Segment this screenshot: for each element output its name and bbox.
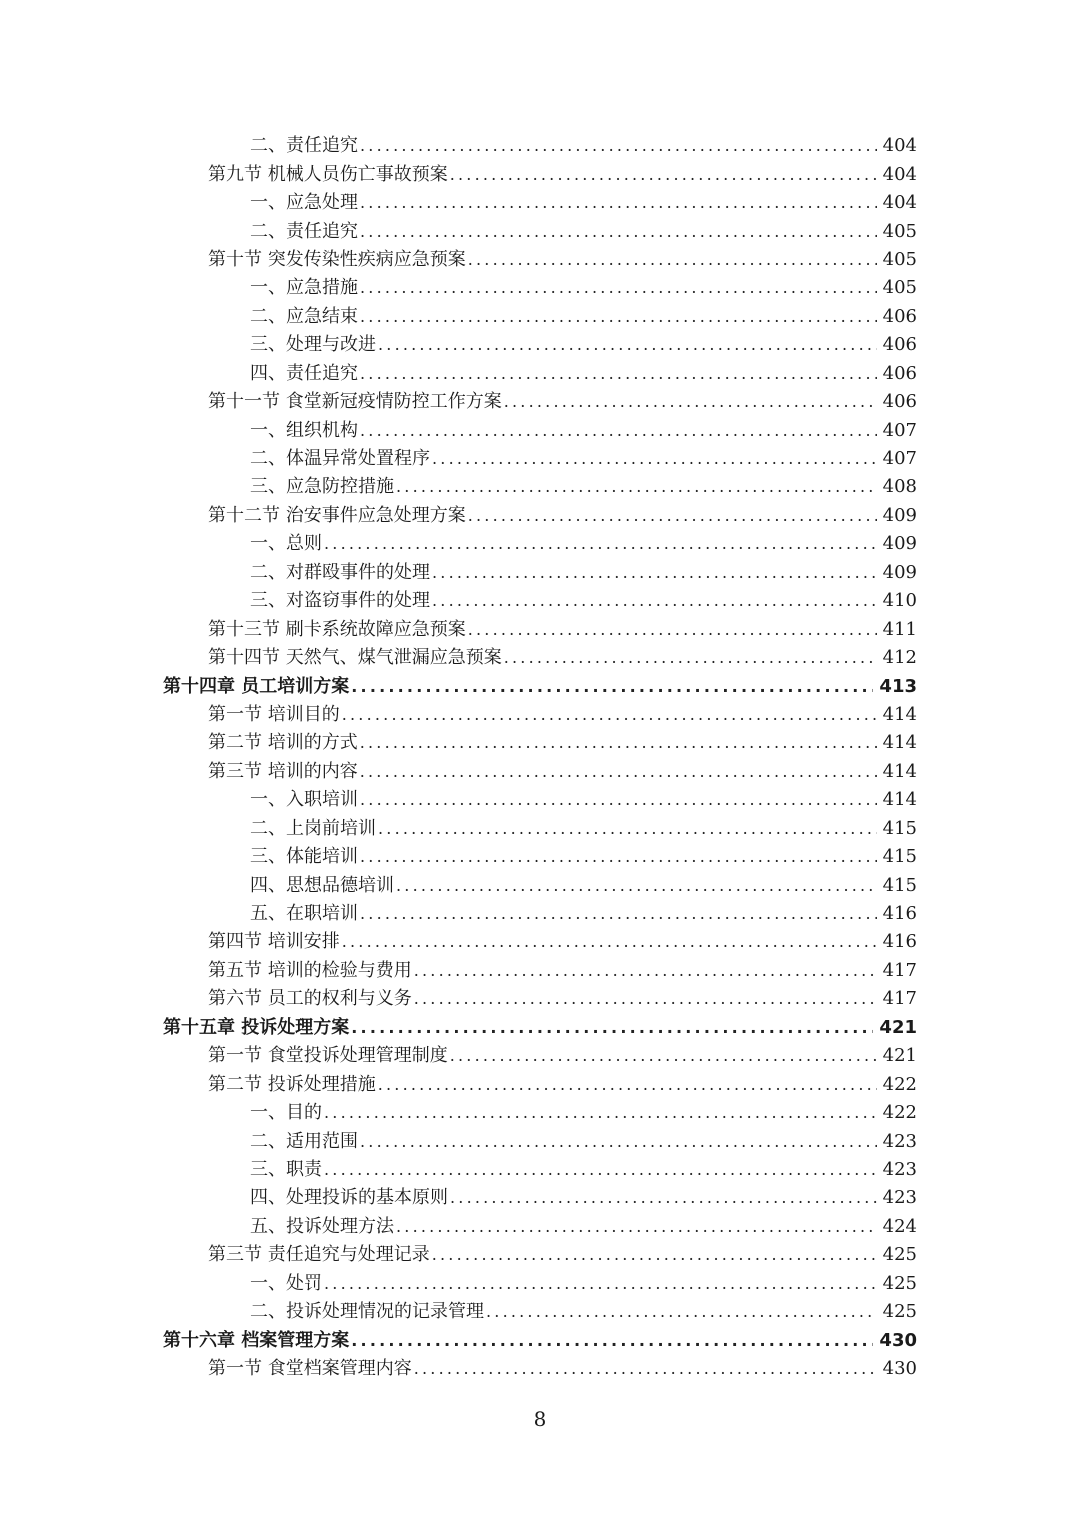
toc-entry-title: 第十五章 投诉处理方案	[163, 1016, 350, 1038]
toc-entry-title: 五、投诉处理方法	[250, 1215, 394, 1237]
toc-entry-page: 421	[882, 1045, 917, 1067]
toc-dot-leader	[396, 477, 877, 497]
toc-section-entry[interactable]	[0, 1355, 1080, 1383]
toc-entry-title: 一、目的	[250, 1102, 322, 1124]
toc-entry-title: 一、应急处理	[250, 192, 358, 214]
toc-entry-page: 405	[882, 277, 917, 299]
toc-dot-leader	[432, 1245, 877, 1265]
toc-entry-page: 412	[882, 647, 917, 669]
toc-entry-title: 三、应急防控措施	[250, 476, 394, 498]
toc-entry-title: 第三节 责任追究与处理记录	[208, 1244, 430, 1266]
toc-entry-title: 二、适用范围	[250, 1130, 358, 1152]
toc-entry-title: 第十二节 治安事件应急处理方案	[208, 504, 466, 526]
toc-dot-leader	[450, 1046, 877, 1066]
toc-entry-page: 423	[882, 1158, 917, 1180]
toc-entry-title: 二、投诉处理情况的记录管理	[250, 1301, 484, 1323]
toc-entry-page: 406	[882, 391, 917, 413]
toc-dot-leader	[351, 1331, 873, 1351]
toc-entry-page: 422	[882, 1102, 917, 1124]
toc-entry-page: 422	[882, 1073, 917, 1095]
toc-entry-page: 408	[882, 476, 917, 498]
toc-entry-page: 410	[882, 590, 917, 612]
toc-subsection-entry[interactable]	[0, 1213, 1080, 1241]
toc-chapter-entry[interactable]	[0, 672, 1080, 700]
toc-entry-title: 第十四章 员工培训方案	[163, 675, 350, 697]
toc-dot-leader	[378, 335, 877, 355]
toc-entry-page: 404	[882, 163, 917, 185]
toc-section-entry[interactable]	[0, 1241, 1080, 1269]
toc-section-entry[interactable]	[0, 388, 1080, 416]
toc-dot-leader	[414, 961, 877, 981]
toc-entry-page: 415	[882, 817, 917, 839]
toc-entry-title: 一、入职培训	[250, 789, 358, 811]
toc-subsection-entry[interactable]	[0, 1156, 1080, 1184]
toc-entry-page: 417	[882, 988, 917, 1010]
toc-dot-leader	[450, 165, 877, 185]
toc-subsection-entry[interactable]	[0, 871, 1080, 899]
toc-subsection-entry[interactable]	[0, 1127, 1080, 1155]
toc-dot-leader	[342, 705, 877, 725]
toc-entry-title: 四、责任追究	[250, 362, 358, 384]
toc-section-entry[interactable]	[0, 1042, 1080, 1070]
toc-dot-leader	[432, 591, 877, 611]
toc-subsection-entry[interactable]	[0, 815, 1080, 843]
toc-subsection-entry[interactable]	[0, 1184, 1080, 1212]
toc-entry-page: 421	[879, 1016, 917, 1038]
toc-entry-title: 第三节 培训的内容	[208, 760, 358, 782]
toc-entry-page: 430	[882, 1358, 917, 1380]
toc-dot-leader	[468, 620, 877, 640]
toc-dot-leader	[396, 876, 877, 896]
toc-section-entry[interactable]	[0, 160, 1080, 188]
toc-entry-title: 二、责任追究	[250, 220, 358, 242]
toc-dot-leader	[360, 421, 877, 441]
toc-dot-leader	[504, 648, 877, 668]
toc-entry-page: 425	[882, 1244, 917, 1266]
toc-entry-page: 406	[882, 334, 917, 356]
toc-dot-leader	[360, 762, 877, 782]
toc-entry-page: 424	[882, 1215, 917, 1237]
toc-entry-title: 一、应急措施	[250, 277, 358, 299]
toc-entry-page: 425	[882, 1272, 917, 1294]
toc-dot-leader	[324, 1160, 877, 1180]
toc-entry-title: 三、处理与改进	[250, 334, 376, 356]
toc-entry-page: 417	[882, 959, 917, 981]
toc-dot-leader	[378, 819, 877, 839]
toc-dot-leader	[360, 847, 877, 867]
toc-dot-leader	[360, 1132, 877, 1152]
toc-dot-leader	[414, 1359, 877, 1379]
toc-subsection-entry[interactable]	[0, 1099, 1080, 1127]
toc-entry-title: 一、总则	[250, 533, 322, 555]
toc-entry-title: 第十六章 档案管理方案	[163, 1329, 350, 1351]
toc-section-entry[interactable]	[0, 615, 1080, 643]
toc-dot-leader	[360, 790, 877, 810]
toc-subsection-entry[interactable]	[0, 189, 1080, 217]
toc-section-entry[interactable]	[0, 729, 1080, 757]
table-of-contents	[0, 132, 1080, 1383]
toc-entry-page: 414	[882, 760, 917, 782]
toc-entry-title: 三、体能培训	[250, 846, 358, 868]
page-number: 8	[533, 1407, 547, 1431]
toc-entry-title: 第二节 培训的方式	[208, 732, 358, 754]
toc-entry-page: 414	[882, 789, 917, 811]
toc-entry-page: 407	[882, 419, 917, 441]
toc-entry-title: 二、对群殴事件的处理	[250, 561, 430, 583]
toc-dot-leader	[450, 1188, 877, 1208]
toc-chapter-entry[interactable]	[0, 1326, 1080, 1354]
toc-entry-title: 三、职责	[250, 1158, 322, 1180]
toc-entry-title: 第十四节 天然气、煤气泄漏应急预案	[208, 647, 502, 669]
toc-subsection-entry[interactable]	[0, 1270, 1080, 1298]
toc-entry-title: 一、组织机构	[250, 419, 358, 441]
toc-entry-title: 第六节 员工的权利与义务	[208, 988, 412, 1010]
toc-section-entry[interactable]	[0, 928, 1080, 956]
toc-entry-page: 423	[882, 1187, 917, 1209]
toc-section-entry[interactable]	[0, 957, 1080, 985]
toc-entry-title: 第一节 食堂档案管理内容	[208, 1358, 412, 1380]
toc-entry-page: 405	[882, 220, 917, 242]
toc-entry-page: 414	[882, 732, 917, 754]
toc-subsection-entry[interactable]	[0, 843, 1080, 871]
toc-entry-title: 一、处罚	[250, 1272, 322, 1294]
toc-entry-page: 411	[882, 618, 917, 640]
toc-section-entry[interactable]	[0, 1070, 1080, 1098]
toc-entry-page: 409	[882, 504, 917, 526]
toc-entry-title: 四、处理投诉的基本原则	[250, 1187, 448, 1209]
toc-entry-title: 二、责任追究	[250, 135, 358, 157]
toc-entry-page: 414	[882, 703, 917, 725]
toc-dot-leader	[324, 534, 877, 554]
toc-dot-leader	[360, 364, 877, 384]
toc-entry-page: 405	[882, 248, 917, 270]
toc-entry-title: 第十节 突发传染性疾病应急预案	[208, 248, 466, 270]
toc-entry-title: 三、对盗窃事件的处理	[250, 590, 430, 612]
toc-subsection-entry[interactable]	[0, 587, 1080, 615]
toc-entry-title: 二、上岗前培训	[250, 817, 376, 839]
toc-entry-page: 415	[882, 846, 917, 868]
toc-entry-title: 第一节 食堂投诉处理管理制度	[208, 1045, 448, 1067]
toc-entry-title: 第二节 投诉处理措施	[208, 1073, 376, 1095]
toc-entry-page: 404	[882, 192, 917, 214]
toc-section-entry[interactable]	[0, 985, 1080, 1013]
toc-subsection-entry[interactable]	[0, 786, 1080, 814]
toc-entry-title: 二、体温异常处置程序	[250, 448, 430, 470]
toc-entry-title: 第五节 培训的检验与费用	[208, 959, 412, 981]
toc-entry-title: 第十三节 刷卡系统故障应急预案	[208, 618, 466, 640]
toc-subsection-entry[interactable]	[0, 473, 1080, 501]
toc-entry-title: 第十一节 食堂新冠疫情防控工作方案	[208, 391, 502, 413]
toc-entry-title: 第四节 培训安排	[208, 931, 340, 953]
toc-entry-page: 416	[882, 931, 917, 953]
toc-subsection-entry[interactable]	[0, 530, 1080, 558]
toc-subsection-entry[interactable]	[0, 900, 1080, 928]
toc-entry-page: 415	[882, 874, 917, 896]
toc-entry-page: 416	[882, 903, 917, 925]
toc-entry-title: 四、思想品德培训	[250, 874, 394, 896]
toc-dot-leader	[432, 449, 877, 469]
toc-entry-page: 409	[882, 561, 917, 583]
toc-subsection-entry[interactable]	[0, 445, 1080, 473]
toc-dot-leader	[360, 904, 877, 924]
toc-entry-page: 407	[882, 448, 917, 470]
toc-dot-leader	[360, 307, 877, 327]
toc-dot-leader	[396, 1217, 877, 1237]
toc-entry-page: 406	[882, 305, 917, 327]
toc-subsection-entry[interactable]	[0, 132, 1080, 160]
toc-entry-page: 409	[882, 533, 917, 555]
toc-subsection-entry[interactable]	[0, 331, 1080, 359]
toc-subsection-entry[interactable]	[0, 1298, 1080, 1326]
toc-entry-page: 423	[882, 1130, 917, 1152]
toc-entry-page: 413	[879, 675, 917, 697]
toc-entry-title: 二、应急结束	[250, 305, 358, 327]
toc-dot-leader	[486, 1302, 877, 1322]
toc-dot-leader	[351, 677, 873, 697]
toc-entry-page: 406	[882, 362, 917, 384]
toc-section-entry[interactable]	[0, 758, 1080, 786]
toc-chapter-entry[interactable]	[0, 1014, 1080, 1042]
toc-dot-leader	[468, 250, 877, 270]
toc-section-entry[interactable]	[0, 701, 1080, 729]
toc-entry-page: 425	[882, 1301, 917, 1323]
toc-dot-leader	[468, 506, 877, 526]
toc-entry-page: 430	[879, 1329, 917, 1351]
toc-dot-leader	[504, 392, 877, 412]
toc-dot-leader	[378, 1075, 877, 1095]
toc-dot-leader	[414, 989, 877, 1009]
toc-dot-leader	[360, 136, 877, 156]
toc-dot-leader	[360, 222, 877, 242]
toc-entry-title: 第一节 培训目的	[208, 703, 340, 725]
toc-entry-title: 第九节 机械人员伤亡事故预案	[208, 163, 448, 185]
toc-dot-leader	[324, 1103, 877, 1123]
toc-dot-leader	[351, 1018, 873, 1038]
toc-subsection-entry[interactable]	[0, 274, 1080, 302]
toc-dot-leader	[324, 1274, 877, 1294]
toc-section-entry[interactable]	[0, 502, 1080, 530]
toc-dot-leader	[342, 932, 877, 952]
toc-section-entry[interactable]	[0, 246, 1080, 274]
toc-subsection-entry[interactable]	[0, 559, 1080, 587]
toc-section-entry[interactable]	[0, 644, 1080, 672]
toc-subsection-entry[interactable]	[0, 217, 1080, 245]
toc-entry-title: 五、在职培训	[250, 903, 358, 925]
toc-dot-leader	[360, 278, 877, 298]
toc-dot-leader	[360, 193, 877, 213]
toc-subsection-entry[interactable]	[0, 360, 1080, 388]
toc-dot-leader	[432, 563, 877, 583]
toc-subsection-entry[interactable]	[0, 303, 1080, 331]
toc-subsection-entry[interactable]	[0, 416, 1080, 444]
toc-entry-page: 404	[882, 135, 917, 157]
toc-dot-leader	[360, 733, 877, 753]
